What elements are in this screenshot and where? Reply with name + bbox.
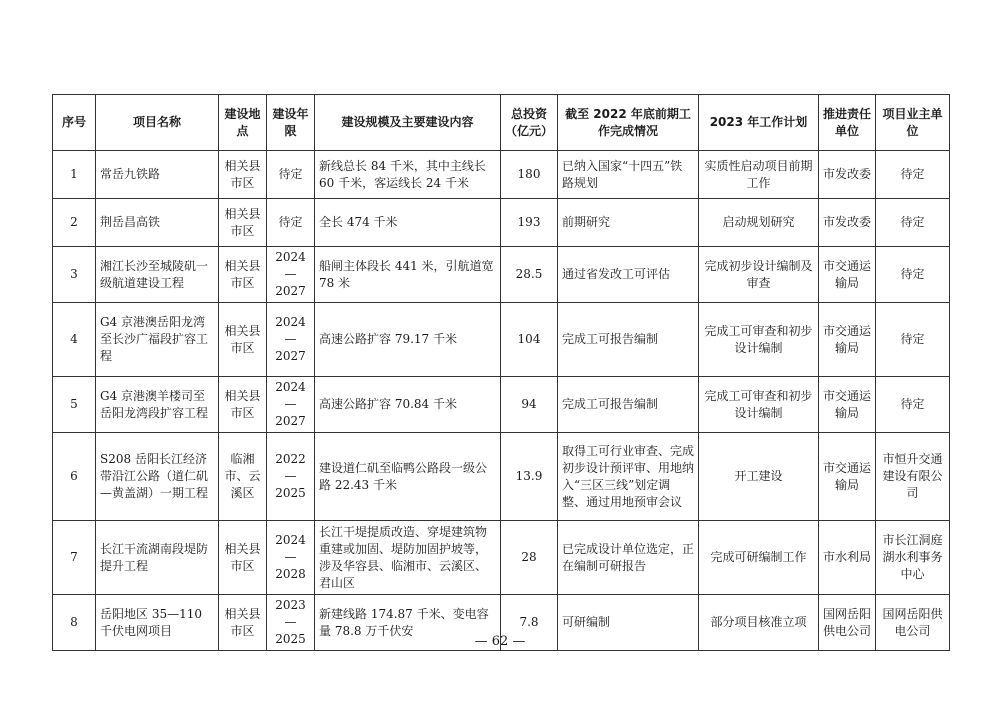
cell-scope: 船闸主体段长 441 米，引航道宽 78 米 <box>315 247 501 303</box>
cell-plan: 完成初步设计编制及审查 <box>699 247 819 303</box>
cell-no: 1 <box>53 151 96 199</box>
cell-owner: 待定 <box>876 247 950 303</box>
cell-scope: 长江干堤提质改造、穿堤建筑物重建或加固、堤防加固护坡等，涉及华容县、临湘市、云溪区、君山区 <box>315 521 501 595</box>
cell-location: 相关县市区 <box>219 303 267 377</box>
header-cell: 建设年限 <box>267 95 315 151</box>
cell-responsible: 市发改委 <box>819 199 876 247</box>
cell-period: 2024—2027 <box>267 247 315 303</box>
cell-name: 长江干流湖南段堤防提升工程 <box>96 521 219 595</box>
cell-investment: 180 <box>501 151 558 199</box>
cell-no: 6 <box>53 433 96 521</box>
cell-name: 常岳九铁路 <box>96 151 219 199</box>
table-row <box>53 247 950 303</box>
cell-location: 相关县市区 <box>219 377 267 433</box>
cell-owner: 待定 <box>876 377 950 433</box>
cell-owner: 待定 <box>876 199 950 247</box>
cell-no: 4 <box>53 303 96 377</box>
cell-scope: 建设道仁矶至临鸭公路段一级公路 22.43 千米 <box>315 433 501 521</box>
table-row <box>53 377 950 433</box>
cell-scope: 高速公路扩容 70.84 千米 <box>315 377 501 433</box>
cell-no: 2 <box>53 199 96 247</box>
cell-owner: 市恒升交通建设有限公司 <box>876 433 950 521</box>
cell-period: 2022—2025 <box>267 433 315 521</box>
cell-name: 湘江长沙至城陵矶一级航道建设工程 <box>96 247 219 303</box>
cell-scope: 新线总长 84 千米，其中主线长 60 千米，客运线长 24 千米 <box>315 151 501 199</box>
cell-name: S208 岳阳长江经济带沿江公路（道仁矶—黄盖湖）一期工程 <box>96 433 219 521</box>
cell-period: 2024—2028 <box>267 521 315 595</box>
cell-plan: 开工建设 <box>699 433 819 521</box>
cell-investment: 94 <box>501 377 558 433</box>
cell-plan: 完成可研编制工作 <box>699 521 819 595</box>
cell-location: 相关县市区 <box>219 521 267 595</box>
cell-owner: 待定 <box>876 303 950 377</box>
cell-location: 相关县市区 <box>219 595 267 651</box>
cell-responsible: 市交通运输局 <box>819 303 876 377</box>
cell-progress: 通过省发改工可评估 <box>558 247 699 303</box>
cell-location: 相关县市区 <box>219 247 267 303</box>
cell-responsible: 市交通运输局 <box>819 247 876 303</box>
cell-investment: 7.8 <box>501 595 558 651</box>
cell-plan: 启动规划研究 <box>699 199 819 247</box>
project-table <box>52 94 950 651</box>
cell-name: 荆岳昌高铁 <box>96 199 219 247</box>
cell-location: 相关县市区 <box>219 151 267 199</box>
cell-owner: 市长江洞庭湖水利事务中心 <box>876 521 950 595</box>
cell-progress: 前期研究 <box>558 199 699 247</box>
cell-plan: 完成工可审查和初步设计编制 <box>699 303 819 377</box>
header-cell: 建设地点 <box>219 95 267 151</box>
cell-no: 5 <box>53 377 96 433</box>
cell-plan: 完成工可审查和初步设计编制 <box>699 377 819 433</box>
header-row <box>53 95 950 151</box>
header-cell: 截至 2022 年底前期工作完成情况 <box>558 95 699 151</box>
cell-investment: 13.9 <box>501 433 558 521</box>
header-cell: 建设规模及主要建设内容 <box>315 95 501 151</box>
cell-owner: 待定 <box>876 151 950 199</box>
cell-responsible: 市发改委 <box>819 151 876 199</box>
table-row <box>53 199 950 247</box>
cell-period: 待定 <box>267 151 315 199</box>
page-number: — 62 — <box>474 634 526 649</box>
cell-progress: 取得工可行业审查、完成初步设计预评审、用地纳入“三区三线”划定调整、通过用地预审会议 <box>558 433 699 521</box>
cell-period: 2024—2027 <box>267 377 315 433</box>
cell-no: 8 <box>53 595 96 651</box>
cell-investment: 28.5 <box>501 247 558 303</box>
cell-location: 临湘市、云溪区 <box>219 433 267 521</box>
cell-scope: 全长 474 千米 <box>315 199 501 247</box>
cell-period: 2023—2025 <box>267 595 315 651</box>
cell-progress: 已完成设计单位选定，正在编制可研报告 <box>558 521 699 595</box>
cell-name: G4 京港澳岳阳龙湾至长沙广福段扩容工程 <box>96 303 219 377</box>
cell-scope: 新建线路 174.87 千米、变电容量 78.8 万千伏安 <box>315 595 501 651</box>
cell-progress: 完成工可报告编制 <box>558 377 699 433</box>
cell-responsible: 市水利局 <box>819 521 876 595</box>
table-row <box>53 303 950 377</box>
cell-period: 待定 <box>267 199 315 247</box>
cell-responsible: 市交通运输局 <box>819 377 876 433</box>
cell-name: G4 京港澳羊楼司至岳阳龙湾段扩容工程 <box>96 377 219 433</box>
cell-owner: 国网岳阳供电公司 <box>876 595 950 651</box>
header-cell: 项目名称 <box>96 95 219 151</box>
cell-no: 3 <box>53 247 96 303</box>
cell-progress: 完成工可报告编制 <box>558 303 699 377</box>
cell-location: 相关县市区 <box>219 199 267 247</box>
table-row <box>53 151 950 199</box>
cell-plan: 部分项目核准立项 <box>699 595 819 651</box>
cell-investment: 104 <box>501 303 558 377</box>
cell-progress: 已纳入国家“十四五”铁路规划 <box>558 151 699 199</box>
header-cell: 2023 年工作计划 <box>699 95 819 151</box>
cell-plan: 实质性启动项目前期工作 <box>699 151 819 199</box>
cell-scope: 高速公路扩容 79.17 千米 <box>315 303 501 377</box>
cell-responsible: 国网岳阳供电公司 <box>819 595 876 651</box>
cell-responsible: 市交通运输局 <box>819 433 876 521</box>
table-row <box>53 521 950 595</box>
header-cell: 推进责任单位 <box>819 95 876 151</box>
header-cell: 序号 <box>53 95 96 151</box>
header-cell: 项目业主单位 <box>876 95 950 151</box>
cell-name: 岳阳地区 35—110 千伏电网项目 <box>96 595 219 651</box>
header-cell: 总投资（亿元） <box>501 95 558 151</box>
cell-no: 7 <box>53 521 96 595</box>
cell-investment: 28 <box>501 521 558 595</box>
table-row <box>53 433 950 521</box>
cell-period: 2024—2027 <box>267 303 315 377</box>
cell-progress: 可研编制 <box>558 595 699 651</box>
cell-investment: 193 <box>501 199 558 247</box>
